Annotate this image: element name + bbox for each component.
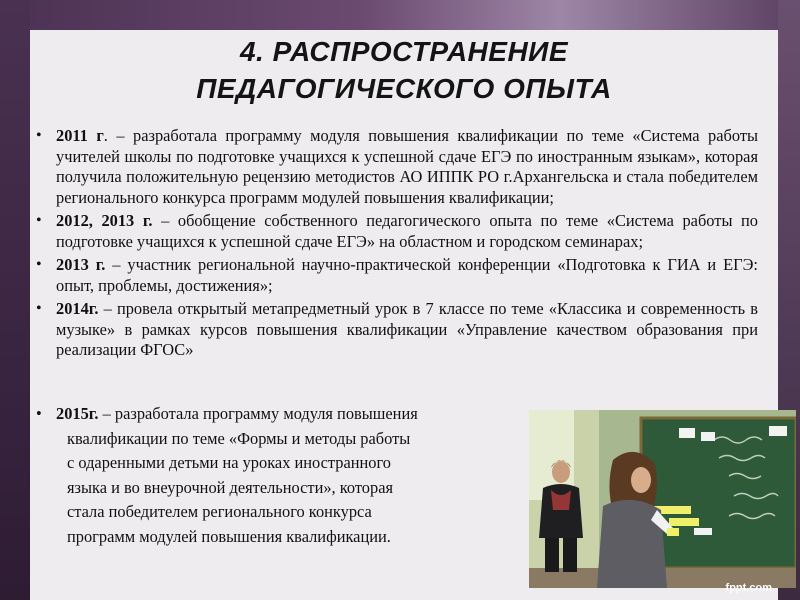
list-item — [36, 126, 758, 208]
background-top — [0, 0, 800, 30]
item-text: – обобщение собственного педагогического опыта по теме «Система работы по подготовке учащихся к успешной сдаче ЕГЭ» на областном и городском семинарах; — [56, 211, 759, 251]
item-year: 2011 г — [56, 126, 104, 145]
item-year: 2013 г. — [56, 255, 106, 274]
slide-title — [30, 33, 778, 107]
item-year: 2014г. — [56, 299, 99, 318]
list-item-last — [36, 402, 516, 550]
bullet-icon: • — [36, 127, 42, 144]
background-left — [0, 0, 30, 600]
list-item — [36, 255, 758, 296]
classroom-photo-illustration — [529, 410, 796, 588]
last-item-line-2: квалификации по теме «Формы и методы работы — [67, 428, 411, 448]
item-year: 2015г. — [56, 404, 99, 423]
last-item-line-6: программ модулей повышения квалификации. — [67, 526, 391, 546]
bullet-icon: • — [36, 300, 42, 317]
item-text: – участник региональной научно-практической конференции «Подготовка к ГИА и ЕГЭ: опыт, проблемы, достижения»; — [56, 255, 758, 295]
bullet-icon: • — [36, 404, 42, 423]
list-item — [36, 299, 758, 361]
bullet-icon: • — [36, 212, 42, 229]
title-line-1: 4. РАСПРОСТРАНЕНИЕ — [239, 36, 568, 67]
title-line-2: ПЕДАГОГИЧЕСКОГО ОПЫТА — [196, 73, 612, 104]
watermark-text: fppt.com — [725, 582, 772, 594]
classroom-photo — [529, 410, 796, 588]
item-text: . – разработала программу модуля повышения квалификации по теме «Система работы учителей школы по подготовке учащихся к успешной сдаче ЕГЭ по иностранным языкам», которая получила положительную рецензию методистов АО ИППК РО г.Архангельска и стала победителем регионального конкурса программ модулей повышения квалификации; — [56, 126, 758, 207]
list-item — [36, 211, 759, 252]
item-text: – провела открытый метапредметный урок в 7 классе по теме «Классика и современность в музыке» в рамках курсов повышения квалификации «Управление качеством образования при реализации ФГОС» — [56, 299, 758, 359]
last-item-line-3: с одаренными детьми на уроках иностранного — [67, 453, 391, 473]
last-item-line-5: стала победителем регионального конкурса — [67, 502, 372, 522]
bullet-icon: • — [36, 256, 42, 273]
last-item-line-1: 2015г. – разработала программу модуля повышения — [56, 404, 418, 423]
last-item-line-4: языка и во внеурочной деятельности», которая — [67, 477, 394, 497]
bullet-list — [36, 126, 759, 364]
item-year: 2012, 2013 г. — [56, 211, 153, 230]
